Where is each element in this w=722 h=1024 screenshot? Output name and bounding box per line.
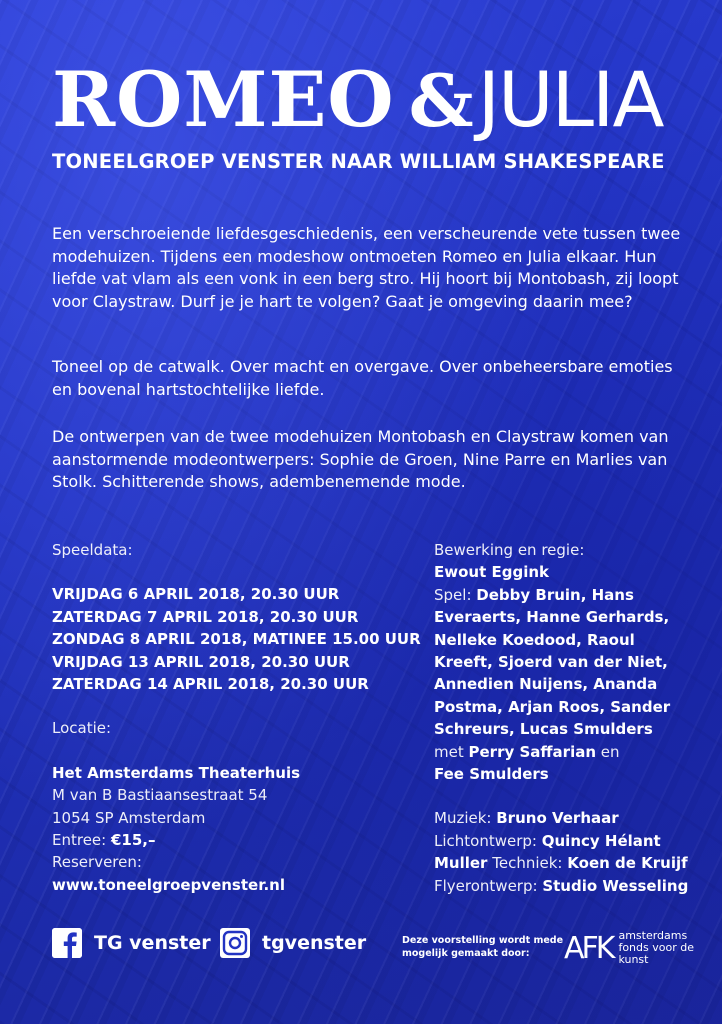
instagram-icon [220, 928, 250, 958]
support-text: Deze voorstelling wordt mede mogelijk gemaakt door: [402, 935, 564, 959]
schedule-date: ZATERDAG 14 APRIL 2018, 20.30 UUR [52, 675, 369, 694]
credits-column [434, 539, 694, 897]
schedule-location-column [52, 539, 422, 896]
instagram-link[interactable] [220, 928, 366, 958]
and-label: en [600, 742, 620, 761]
cast-line: Annedien Nuijens, Ananda [434, 675, 658, 694]
schedule-date: ZATERDAG 7 APRIL 2018, 20.30 UUR [52, 607, 359, 626]
subtitle: TONEELGROEP VENSTER NAAR WILLIAM SHAKESPEARE [52, 150, 665, 173]
music-label: Muziek: [434, 809, 492, 828]
flyer-label: Flyerontwerp: [434, 876, 538, 895]
facebook-link[interactable] [52, 928, 211, 958]
facebook-handle: TG venster [94, 932, 211, 954]
cast-label: Spel: [434, 585, 472, 604]
intro-paragraph-3: De ontwerpen van de twee modehuizen Montobash en Claystraw komen van aanstormende modeontwerpers: Sophie de Groen, Nine Parre en Marlies van Stolk. Schitterende shows, adembenemende mode. [52, 427, 669, 491]
title-julia: JULIA [477, 55, 663, 144]
schedule-label: Speeldata: [52, 541, 133, 559]
light-credit: Quincy Hélant [541, 831, 661, 850]
last-cast-name: Fee Smulders [434, 765, 549, 784]
title-romeo: ROMEO [52, 55, 395, 144]
poster-title [52, 50, 692, 150]
with-name: Perry Saffarian [468, 742, 597, 761]
tech-label: Techniek: [492, 854, 563, 873]
schedule-date: VRIJDAG 6 APRIL 2018, 20.30 UUR [52, 585, 340, 604]
instagram-handle: tgvenster [262, 932, 367, 954]
venue-postal: 1054 SP Amsterdam [52, 808, 206, 827]
reserve-label: Reserveren: [52, 853, 142, 872]
afk-name: amsterdams fonds voor de kunst [618, 929, 694, 966]
intro-paragraph-2: Toneel op de catwalk. Over macht en overgave. Over onbeheersbare emoties en bovenal hartstochtelijke liefde. [52, 357, 673, 399]
title-ampersand: & [408, 58, 474, 143]
venue-name: Het Amsterdams Theaterhuis [52, 763, 301, 782]
location-label: Locatie: [52, 719, 112, 738]
cast-line: Everaerts, Hanne Gerhards, [434, 608, 670, 627]
intro-paragraph-1: Een verschroeiende liefdesgeschiedenis, een verscheurende vete tussen twee modehuizen. Tijdens een modeshow ontmoeten Romeo en Julia elkaar. Hun liefde vat vlam als een vonk in een berg stro. Hij hoort bij Montobash, zij loopt voor Claystraw. Durf je je hart te volgen? Gaat je omgeving daarin mee? [52, 224, 681, 311]
venue-street: M van B Bastiaansestraat 54 [52, 786, 268, 805]
light-label: Lichtontwerp: [434, 831, 537, 850]
direction-label: Bewerking en regie: [434, 541, 585, 559]
entry-label: Entree: [52, 831, 107, 850]
afk-mark: AFK [564, 930, 613, 966]
director-name: Ewout Eggink [434, 563, 549, 582]
cast-line: Nelleke Koedood, Raoul [434, 630, 635, 649]
light-credit-extra: Muller [434, 854, 488, 873]
schedule-date: ZONDAG 8 APRIL 2018, MATINEE 15.00 UUR [52, 630, 421, 649]
facebook-icon [52, 928, 82, 958]
cast-line: Postma, Arjan Roos, Sander [434, 697, 671, 716]
with-label: met [434, 742, 464, 761]
website-link[interactable]: www.toneelgroepvenster.nl [52, 875, 285, 894]
entry-price: €15,– [111, 831, 156, 850]
cast-line: Kreeft, Sjoerd van der Niet, [434, 653, 668, 672]
cast-line: Debby Bruin, Hans [476, 585, 634, 604]
schedule-date: VRIJDAG 13 APRIL 2018, 20.30 UUR [52, 652, 350, 671]
tech-credit: Koen de Kruijf [567, 854, 688, 873]
cast-line: Schreurs, Lucas Smulders [434, 720, 653, 739]
footer [52, 928, 692, 978]
music-credit: Bruno Verhaar [496, 809, 619, 828]
afk-logo [564, 930, 708, 966]
flyer-credit: Studio Wesseling [542, 876, 689, 895]
